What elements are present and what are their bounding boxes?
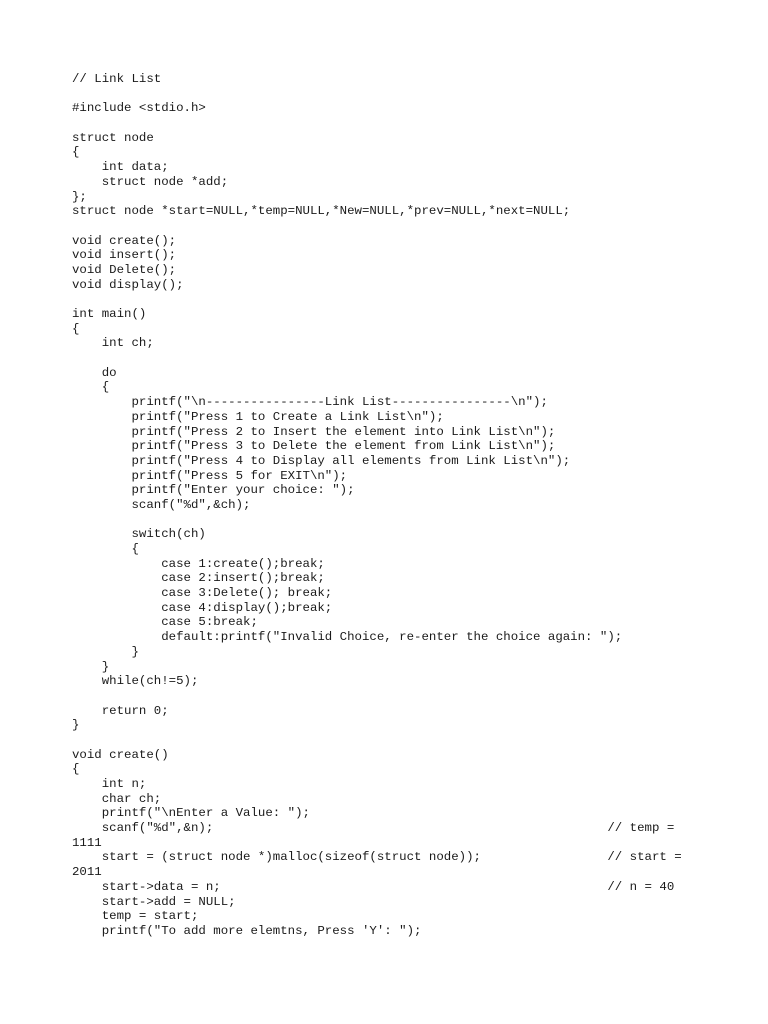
- code-line: }: [72, 644, 139, 659]
- code-line: printf("To add more elemtns, Press 'Y': ");: [72, 923, 422, 938]
- code-line: void display();: [72, 277, 184, 292]
- code-line: {: [72, 762, 80, 777]
- code-line: printf("\nEnter a Value: ");: [72, 806, 310, 821]
- code-line: return 0;: [72, 703, 169, 718]
- code-line: case 4:display();break;: [72, 600, 333, 615]
- code-line: while(ch!=5);: [72, 674, 199, 689]
- code-line: 1111: [72, 835, 102, 850]
- code-line: #include <stdio.h>: [72, 101, 206, 116]
- code-line: // Link List: [72, 72, 162, 86]
- code-line: int n;: [72, 777, 147, 791]
- code-line: [72, 116, 712, 131]
- code-line: int main(): [72, 307, 147, 321]
- code-line: printf("Press 2 to Insert the element into Link List\n");: [72, 424, 556, 439]
- code-line: struct node *add;: [72, 174, 229, 189]
- code-line: [72, 513, 712, 528]
- code-line: void insert();: [72, 248, 177, 263]
- code-line: [72, 733, 712, 748]
- code-line: {: [72, 542, 139, 556]
- code-line: {: [72, 145, 80, 160]
- code-line: void create(): [72, 747, 169, 762]
- code-line: start->add = NULL;: [72, 894, 236, 909]
- code-line: start->data = n; // n = 40: [72, 879, 675, 894]
- code-line: struct node: [72, 130, 154, 145]
- code-line: do: [72, 365, 117, 380]
- code-line: switch(ch): [72, 527, 206, 542]
- code-line: printf("Press 4 to Display all elements from Link List\n");: [72, 453, 571, 468]
- code-line: void Delete();: [72, 262, 177, 277]
- code-line: default:printf("Invalid Choice, re-enter the choice again: ");: [72, 630, 623, 645]
- code-line: start = (struct node *)malloc(sizeof(struct node)); // start =: [72, 850, 682, 865]
- code-line: scanf("%d",&n); // temp =: [72, 821, 675, 836]
- code-line: printf("\n----------------Link List----------------\n");: [72, 395, 548, 410]
- code-line: printf("Enter your choice: ");: [72, 483, 355, 498]
- code-line: }: [72, 718, 80, 733]
- code-line: int data;: [72, 160, 169, 175]
- code-line: [72, 219, 712, 234]
- code-line: case 3:Delete(); break;: [72, 586, 333, 601]
- code-line: printf("Press 3 to Delete the element from Link List\n");: [72, 439, 556, 454]
- code-line: {: [72, 380, 110, 395]
- code-line: [72, 689, 712, 704]
- code-line: case 5:break;: [72, 615, 258, 630]
- code-line: [72, 351, 712, 366]
- code-line: temp = start;: [72, 909, 199, 924]
- code-line: printf("Press 5 for EXIT\n");: [72, 468, 348, 483]
- code-line: };: [72, 189, 87, 204]
- code-line: [72, 292, 712, 307]
- code-line: case 2:insert();break;: [72, 571, 325, 586]
- code-line: struct node *start=NULL,*temp=NULL,*New=NULL,*prev=NULL,*next=NULL;: [72, 204, 571, 219]
- code-line: {: [72, 321, 80, 336]
- code-line: char ch;: [72, 791, 162, 806]
- code-line: }: [72, 659, 110, 674]
- code-line: case 1:create();break;: [72, 556, 325, 571]
- code-block: [72, 72, 712, 939]
- code-line: 2011: [72, 865, 102, 880]
- code-line: int ch;: [72, 336, 154, 351]
- code-line: [72, 87, 712, 102]
- code-line: void create();: [72, 233, 177, 248]
- code-line: scanf("%d",&ch);: [72, 497, 251, 512]
- code-line: printf("Press 1 to Create a Link List\n");: [72, 409, 444, 424]
